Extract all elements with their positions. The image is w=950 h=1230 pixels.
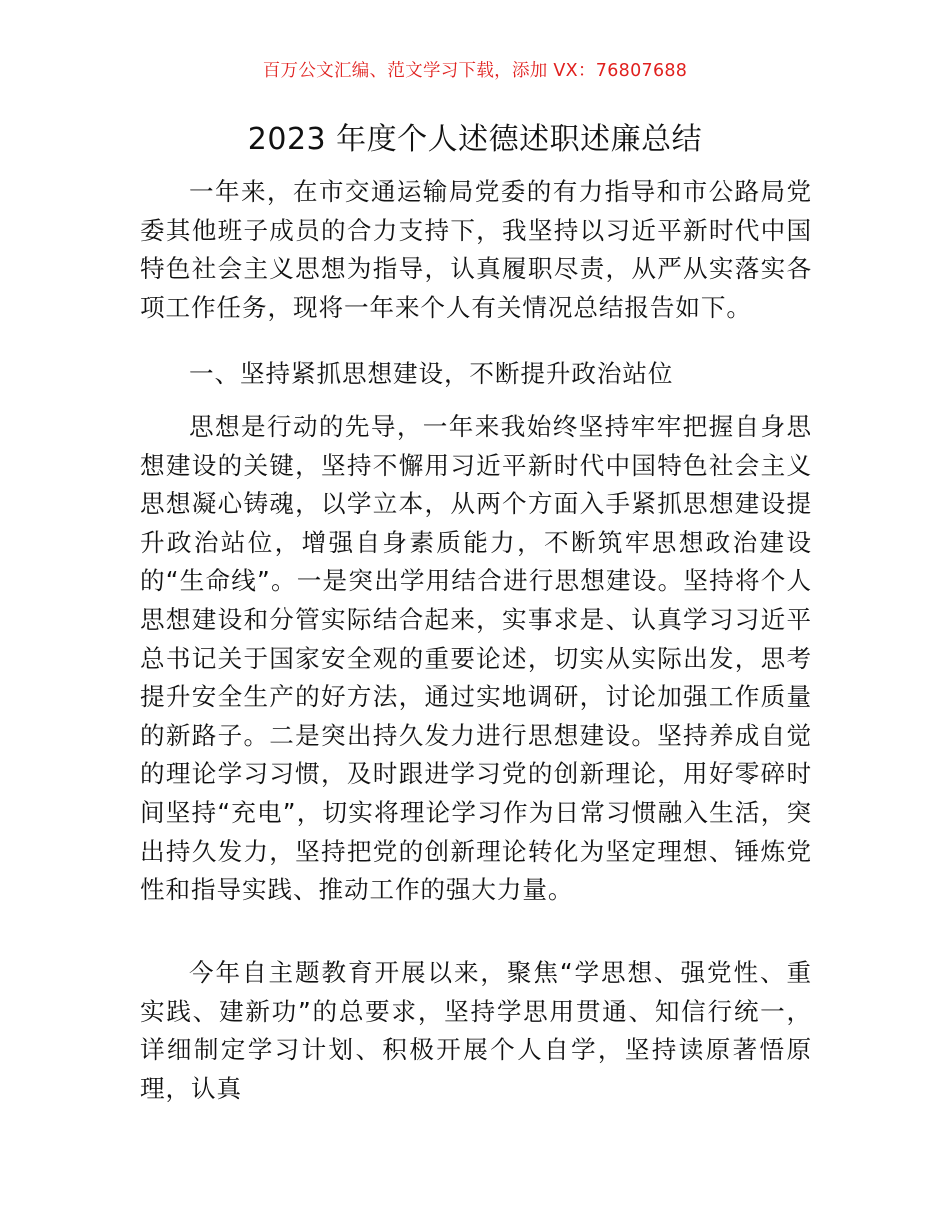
intro-paragraph-block: [140, 173, 812, 327]
body-paragraph-thought-building: 思想是行动的先导，一年来我始终坚持牢牢把握自身思想建设的关键，坚持不懈用习近平新时代中国特色社会主义思想凝心铸魂，以学立本，从两个方面入手紧抓思想建设提升政治站位，增强自身素质能力，不断筑牢思想政治建设的“生命线”。一是突出学用结合进行思想建设。坚持将个人思想建设和分管实际结合起来，实事求是、认真学习习近平总书记关于国家安全观的重要论述，切实从实际出发，思考提升安全生产的好方法，通过实地调研，讨论加强工作质量的新路子。二是突出持久发力进行思想建设。坚持养成自觉的理论学习习惯，及时跟进学习党的创新理论，用好零碎时间坚持“充电”，切实将理论学习作为日常习惯融入生活，突出持久发力，坚持把党的创新理论转化为坚定理想、锤炼党性和指导实践、推动工作的强大力量。: [140, 412, 812, 905]
section-heading-1: 一、坚持紧抓思想建设，不断提升政治站位: [189, 359, 674, 388]
intro-paragraph: 一年来，在市交通运输局党委的有力指导和市公路局党委其他班子成员的合力支持下，我坚持以习近平新时代中国特色社会主义思想为指导，认真履职尽责，从严从实落实各项工作任务，现将一年来个人有关情况总结报告如下。: [140, 177, 812, 322]
body-paragraph-block: [140, 408, 812, 910]
promo-banner: 百万公文汇编、范文学习下载，添加 VX：76807688: [262, 61, 688, 81]
document-title: 2023 年度个人述德述职述廉总结: [247, 122, 703, 157]
body-paragraph-theme-education: 今年自主题教育开展以来，聚焦“学思想、强党性、重实践、建新功”的总要求，坚持学思用贯通、知信行统一，详细制定学习计划、积极开展个人自学，坚持读原著悟原理，认真: [140, 958, 812, 1103]
body-paragraph-block-2: [140, 954, 812, 1108]
section-heading-block: [140, 355, 812, 394]
